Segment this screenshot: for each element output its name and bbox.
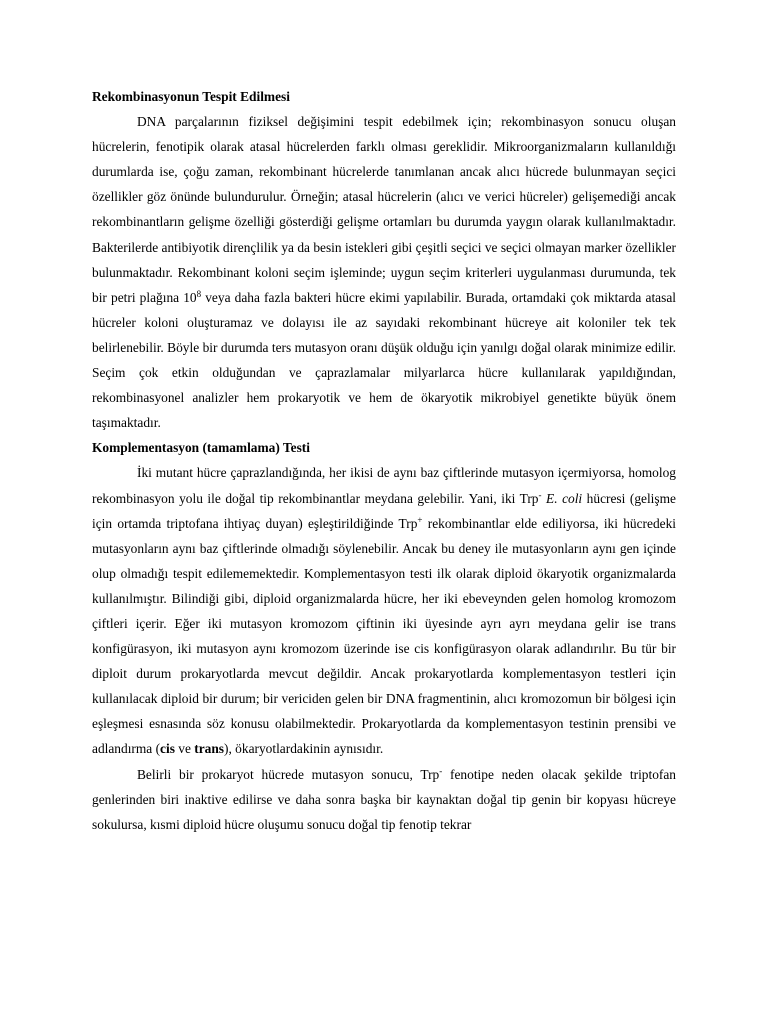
term-cis: cis bbox=[160, 741, 175, 757]
heading-recombination-detection: Rekombinasyonun Tespit Edilmesi bbox=[92, 89, 290, 104]
superscript: - bbox=[439, 765, 443, 776]
text-run: veya daha fazla bakteri hücre ekimi yapılabilir. Burada, ortamdaki çok miktarda atasal hücreler koloni oluşturamaz ve dolayısı ile az sayıdaki rekombinant hücreye ait koloniler tek tek belirlenebilir. Böyle bir durumda ters mutasyon oranı düşük olduğu için yanılgı doğal olarak minimize edilir. Seçim çok etkin olduğundan ve çaprazlamalar milyarlarca hücre kullanılarak yapıldığından, rekombinasyonel analizler hem prokaryotik ve hem de ökaryotik mikrobiyel genetikte büyük önem taşımaktadır. bbox=[92, 289, 676, 431]
species-name: E. coli bbox=[541, 490, 583, 506]
text-run: İki mutant hücre çaprazlandığında, her ikisi de aynı baz çiftlerinde mutasyon içermiyorsa, homolog rekombinasyon yolu ile doğal tip rekombinantlar meydana gelebilir. Yani, iki Trp bbox=[92, 465, 676, 506]
paragraph-recombination bbox=[92, 109, 676, 435]
term-trans: trans bbox=[194, 741, 225, 757]
text-run: ve bbox=[174, 741, 195, 757]
text-run: DNA parçalarının fiziksel değişimini tespit edebilmek için; rekombinasyon sonucu oluşan hücrelerin, fenotipik olarak atasal hücrelerden farklı olması gereklidir. Mikroorganizmaların kullanıldığı durumlarda ise, çoğu zaman, rekombinant hücrelerde tanımlanan ancak alıcı hücrede bulunmayan seçici özellikler göz önünde bulundurulur. Örneğin; atasal hücrelerin (alıcı ve verici hücreler) gelişemediği ancak rekombinantların gelişme özelliği gösterdiği gelişme ortamları bu durumda yaygın olarak kullanılmaktadır. Bakterilerde antibiyotik dirençlilik ya da besin istekleri gibi çeşitli seçici ve seçici olmayan marker özellikler bulunmaktadır. Rekombinant koloni seçim işleminde; uygun seçim kriterleri uygulanması durumunda, tek bir petri plağına 10 bbox=[92, 114, 676, 305]
superscript: - bbox=[538, 489, 542, 500]
text-run: rekombinantlar elde ediliyorsa, iki hücredeki mutasyonların aynı baz çiftlerinde olmadığı söylenebilir. Ancak bu deney ile mutasyonların aynı gen içinde olup olmadığı tespit edilememektedir. Komplementasyon testi ilk olarak diploid ökaryotik organizmalarda kullanılmıştır. Bilindiği gibi, diploid organizmalarda hücre, her iki ebeveynden gelen homolog kromozom çiftleri içerir. Eğer iki mutasyon kromozom çiftinin iki üyesinde ayrı ayrı meydana gelir ise trans konfigürasyon, iki mutasyon aynı kromozom üzerinde ise cis konfigürasyon olarak adlandırılır. Bu tür bir diploit durum prokaryotlarda mevcut değildir. Ancak prokaryotlarda komplementasyon testleri için kullanılacak diploid bir durum; bir vericiden gelen bir DNA fragmentinin, alıcı kromozomun bir bölgesi için eşleşmesi esnasında söz konusu olabilmektedir. Prokaryotlarda da komplementasyon testinin prensibi ve adlandırma ( bbox=[92, 515, 677, 757]
superscript: + bbox=[417, 514, 423, 525]
text-run: Belirli bir prokaryot hücrede mutasyon sonucu, Trp bbox=[137, 766, 440, 782]
superscript: 8 bbox=[196, 288, 202, 299]
paragraph-partial-diploid bbox=[92, 762, 676, 837]
text-run: hücresi (gelişme için ortamda triptofana ihtiyaç duyan) eşleştirildiğinde Trp bbox=[92, 490, 676, 531]
text-run: fenotipe neden olacak şekilde triptofan genlerinden biri inaktive edilirse ve daha sonra başka bir kaynaktan doğal tip genin bir kopyası hücreye sokulursa, kısmi diploid hücre oluşumu sonucu doğal tip fenotip tekrar bbox=[92, 766, 676, 832]
heading-complementation-test: Komplementasyon (tamamlama) Testi bbox=[92, 440, 310, 456]
paragraph-complementation bbox=[92, 460, 676, 761]
text-run: ), ökaryotlardakinin aynısıdır. bbox=[224, 741, 384, 757]
